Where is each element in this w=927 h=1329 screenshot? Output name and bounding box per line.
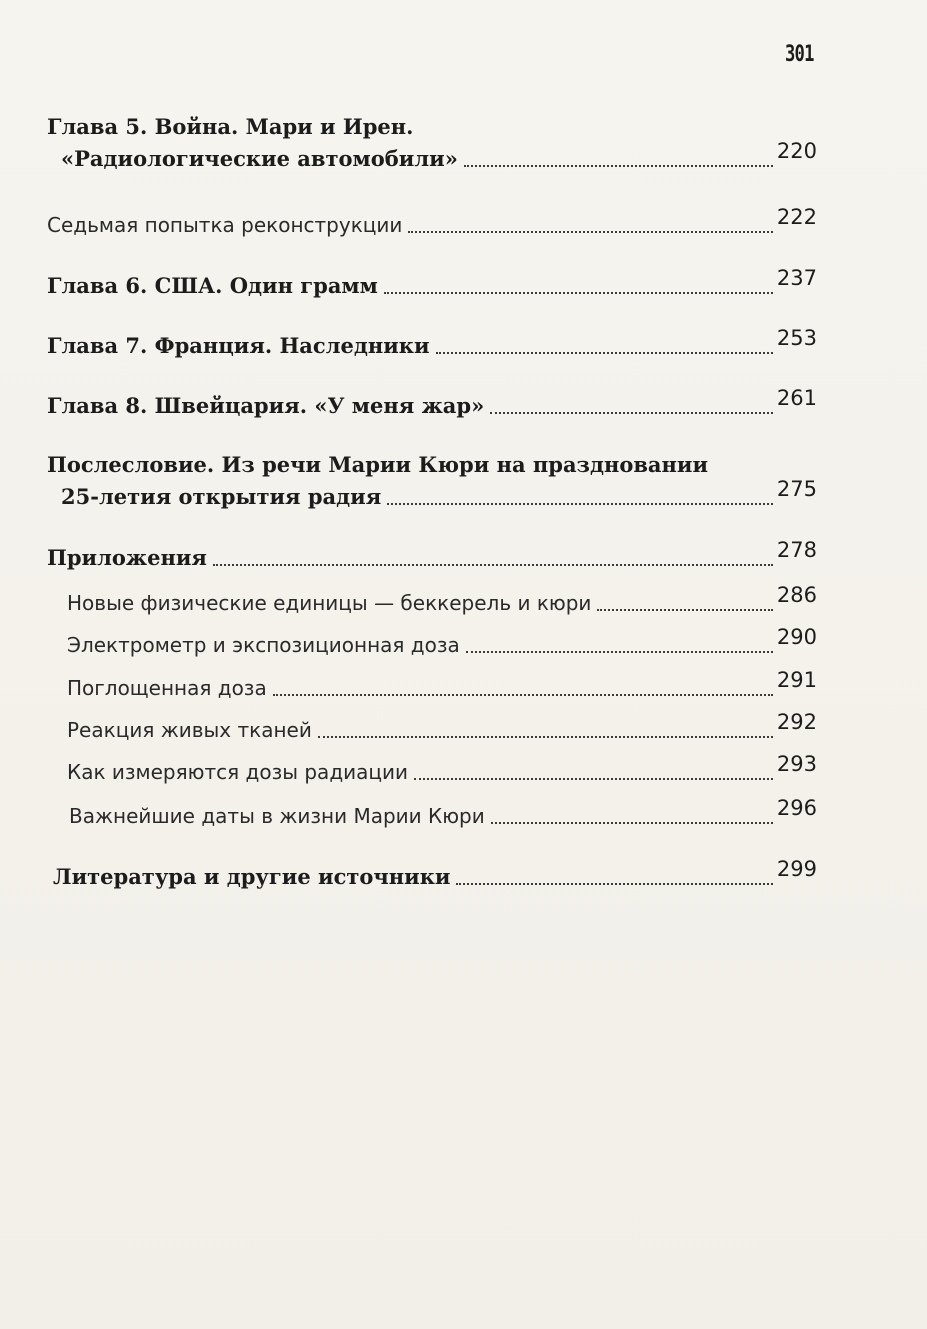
- toc-afterword-title-line1: Послесловие. Из речи Марии Кюри на праздновании: [47, 452, 709, 477]
- dot-leader: [466, 651, 773, 653]
- toc-entry-label: Поглощенная доза: [67, 676, 267, 700]
- toc-entry-page: 291: [776, 668, 817, 692]
- toc-entry-label: Электрометр и экспозиционная доза: [67, 633, 460, 657]
- toc-entry-page: 237: [776, 266, 817, 290]
- toc-entry-label: Глава 6. США. Один грамм: [47, 273, 378, 298]
- toc-entry-literature[interactable]: [53, 857, 817, 890]
- dot-leader: [384, 292, 773, 294]
- toc-entry-label: Как измеряются дозы радиации: [67, 760, 409, 784]
- dot-leader: [414, 778, 773, 780]
- toc-entry-label: Литература и другие источники: [53, 864, 451, 889]
- toc-entry-appendix-item[interactable]: [67, 583, 817, 616]
- toc-entry-label: Приложения: [47, 545, 207, 570]
- toc-entry-label: Глава 7. Франция. Наследники: [47, 333, 430, 358]
- dot-leader: [456, 883, 772, 885]
- toc-entry-chapter-6[interactable]: [47, 266, 817, 299]
- toc-entry-chapter-8[interactable]: [47, 386, 817, 419]
- toc-entry-label: 25-летия открытия радия: [61, 484, 382, 509]
- dot-leader: [490, 412, 773, 414]
- toc-entry-chapter-5[interactable]: [61, 139, 817, 172]
- dot-leader: [408, 231, 773, 233]
- dot-leader: [491, 822, 773, 824]
- toc-entry-chapter-7[interactable]: [47, 326, 817, 359]
- toc-entry-appendix-item[interactable]: [67, 710, 817, 743]
- toc-entry-page: 286: [776, 583, 817, 607]
- toc-entry-label: Важнейшие даты в жизни Марии Кюри: [69, 804, 485, 828]
- dot-leader: [273, 694, 773, 696]
- toc-entry-page: 220: [776, 139, 817, 163]
- toc-entry-page: 278: [776, 538, 817, 562]
- toc-entry-appendix[interactable]: [47, 538, 817, 571]
- toc-entry-afterword[interactable]: [61, 477, 817, 510]
- dot-leader: [213, 564, 773, 566]
- dot-leader: [464, 165, 773, 167]
- toc-entry-label: Новые физические единицы — беккерель и кюри: [67, 591, 592, 615]
- toc-entry-reconstruction[interactable]: [47, 205, 817, 238]
- dot-leader: [436, 352, 773, 354]
- toc-entry-appendix-item[interactable]: [67, 625, 817, 658]
- dot-leader: [387, 503, 773, 505]
- toc-entry-page: 222: [776, 205, 817, 229]
- page-number: 301: [785, 42, 814, 67]
- toc-entry-label: Седьмая попытка реконструкции: [47, 213, 403, 237]
- toc-entry-label: Глава 8. Швейцария. «У меня жар»: [47, 393, 485, 418]
- dot-leader: [597, 609, 772, 611]
- toc-entry-label: «Радиологические автомобили»: [61, 146, 458, 171]
- dot-leader: [318, 736, 773, 738]
- toc-entry-appendix-item[interactable]: [67, 668, 817, 701]
- toc-entry-page: 253: [776, 326, 817, 350]
- toc-entry-page: 293: [776, 752, 817, 776]
- toc-chapter-5-title-line1: Глава 5. Война. Мари и Ирен.: [47, 114, 414, 139]
- toc-entry-label: Реакция живых тканей: [67, 718, 312, 742]
- toc-entry-page: 292: [776, 710, 817, 734]
- toc-entry-page: 261: [776, 386, 817, 410]
- toc-entry-appendix-item[interactable]: [69, 796, 817, 829]
- toc-entry-page: 275: [776, 477, 817, 501]
- toc-entry-page: 290: [776, 625, 817, 649]
- toc-entry-appendix-item[interactable]: [67, 752, 817, 785]
- toc-entry-page: 299: [776, 857, 817, 881]
- toc-entry-page: 296: [776, 796, 817, 820]
